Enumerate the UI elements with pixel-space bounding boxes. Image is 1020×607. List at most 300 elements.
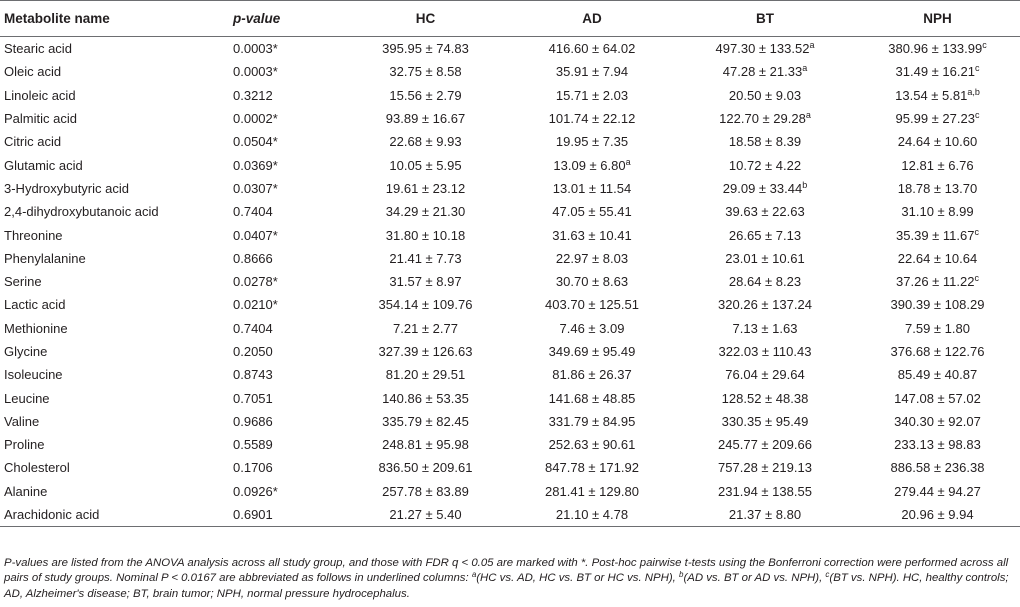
cell-p-value [227,503,342,527]
cell-nph [855,60,1020,83]
cell-p-value [227,153,342,176]
table-row [0,130,1020,153]
cell-nph [855,177,1020,200]
cell-ad-value: 331.79 ± 84.95 [548,413,636,429]
cell-ad-value: 31.63 ± 10.41 [552,227,632,243]
cell-p-value [227,433,342,456]
cell-p-value [227,410,342,433]
cell-metabolite-name [0,503,227,527]
cell-bt-value: 497.30 ± 133.52 [715,41,810,57]
cell-bt-value: 322.03 ± 110.43 [718,344,812,359]
cell-metabolite-name [0,60,227,83]
footnote-text-a: (HC vs. AD, HC vs. BT or HC vs. NPH), [476,572,679,585]
cell-hc-value: 248.81 ± 95.98 [382,437,469,453]
cell-p-value-value: 0.0210* [233,297,278,313]
cell-hc-value: 10.05 ± 5.95 [389,157,462,173]
cell-bt-value: 330.35 ± 95.49 [721,413,809,429]
cell-p-value [227,270,342,293]
cell-nph-value: 376.68 ± 122.76 [890,344,985,359]
cell-metabolite-name [0,223,227,246]
cell-metabolite-name-value: Lactic acid [4,297,66,313]
cell-ad [509,60,675,83]
cell-p-value-value: 0.0407* [233,227,278,243]
cell-nph [855,340,1020,363]
footnote-sup-a: a [471,570,477,580]
cell-metabolite-name-value: Cholesterol [4,460,70,476]
cell-metabolite-name [0,247,227,270]
cell-p-value [227,200,342,223]
cell-p-value-value: 0.0278* [233,274,278,290]
cell-metabolite-name [0,363,227,386]
header-metabolite-name: Metabolite name [0,1,227,37]
cell-nph [855,153,1020,176]
cell-nph-value: 390.39 ± 108.29 [890,297,985,313]
cell-hc-value: 21.41 ± 7.73 [389,250,462,266]
cell-metabolite-name [0,317,227,340]
cell-bt [675,247,855,270]
cell-ad [509,293,675,316]
cell-nph [855,317,1020,340]
cell-bt-value: 26.65 ± 7.13 [728,227,802,243]
cell-bt-value: 18.58 ± 8.39 [728,134,802,150]
cell-p-value-value: 0.0003* [233,64,278,80]
table-row [0,363,1020,386]
cell-nph-superscript: c [974,110,980,121]
cell-hc [342,223,509,246]
cell-p-value [227,340,342,363]
cell-p-value-value: 0.6901 [233,507,273,523]
cell-p-value [227,84,342,107]
cell-hc-value: 836.50 ± 209.61 [378,460,473,476]
cell-metabolite-name [0,130,227,153]
cell-bt-superscript: a [809,40,815,51]
table-row [0,37,1020,61]
cell-metabolite-name-value: Threonine [4,227,63,243]
cell-bt-value: 76.04 ± 29.64 [725,367,805,383]
cell-hc-value: 34.29 ± 21.30 [385,204,466,220]
cell-bt [675,456,855,479]
cell-hc-value: 32.75 ± 8.58 [389,64,462,80]
cell-p-value-value: 0.5589 [233,437,273,453]
cell-metabolite-name [0,340,227,363]
cell-nph [855,386,1020,409]
cell-hc [342,363,509,386]
cell-ad [509,247,675,270]
cell-bt [675,153,855,176]
header-ad: AD [509,1,675,37]
cell-nph [855,503,1020,527]
cell-bt-value: 21.37 ± 8.80 [728,507,802,523]
cell-bt-superscript: b [802,179,808,190]
cell-hc-value: 19.61 ± 23.12 [385,180,466,196]
table-row [0,153,1020,176]
cell-bt [675,480,855,503]
cell-hc [342,177,509,200]
cell-hc-value: 395.95 ± 74.83 [382,41,469,57]
cell-p-value-value: 0.7404 [233,320,273,336]
cell-hc [342,84,509,107]
cell-ad [509,223,675,246]
header-nph: NPH [855,1,1020,37]
cell-p-value-value: 0.2050 [233,344,273,359]
cell-hc [342,270,509,293]
cell-metabolite-name [0,177,227,200]
cell-bt [675,317,855,340]
cell-p-value [227,107,342,130]
cell-nph-value: 13.54 ± 5.81 [895,87,968,103]
cell-bt-value: 39.63 ± 22.63 [725,204,805,220]
cell-ad [509,433,675,456]
cell-nph-value: 18.78 ± 13.70 [897,180,978,196]
header-bt: BT [675,1,855,37]
cell-bt-value: 47.28 ± 21.33 [722,64,803,80]
cell-nph-superscript: c [974,273,979,284]
table-row [0,480,1020,503]
cell-p-value [227,293,342,316]
cell-metabolite-name-value: 3-Hydroxybutyric acid [4,180,129,196]
table-footnote [4,556,1016,602]
table-row [0,456,1020,479]
cell-bt-value: 757.28 ± 219.13 [718,460,812,476]
table-row [0,410,1020,433]
cell-ad-value: 13.01 ± 11.54 [552,180,632,196]
cell-nph [855,363,1020,386]
cell-nph [855,247,1020,270]
cell-hc-value: 354.14 ± 109.76 [378,297,473,313]
cell-ad [509,84,675,107]
footnote-text-b: (AD vs. BT or AD vs. NPH), [683,572,826,585]
cell-bt [675,293,855,316]
cell-bt [675,340,855,363]
table-row [0,223,1020,246]
cell-hc [342,247,509,270]
cell-nph-value: 340.30 ± 92.07 [894,413,981,429]
cell-hc [342,130,509,153]
cell-nph-superscript: c [982,40,987,51]
cell-ad [509,410,675,433]
cell-ad-value: 81.86 ± 26.37 [552,367,632,383]
cell-hc [342,340,509,363]
cell-nph [855,410,1020,433]
cell-bt-value: 28.64 ± 8.23 [728,274,802,290]
cell-hc-value: 140.86 ± 53.35 [382,390,469,406]
cell-metabolite-name-value: Arachidonic acid [4,507,100,523]
cell-metabolite-name-value: Citric acid [4,134,62,150]
cell-metabolite-name [0,410,227,433]
cell-p-value [227,130,342,153]
cell-ad-value: 403.70 ± 125.51 [545,297,639,313]
cell-hc [342,433,509,456]
cell-metabolite-name [0,480,227,503]
cell-bt-value: 10.72 ± 4.22 [728,157,802,173]
cell-nph [855,130,1020,153]
cell-metabolite-name [0,200,227,223]
cell-ad [509,130,675,153]
cell-nph [855,293,1020,316]
cell-ad [509,107,675,130]
cell-p-value [227,60,342,83]
cell-p-value [227,456,342,479]
cell-p-value-value: 0.7404 [233,204,273,220]
cell-nph-value: 233.13 ± 98.83 [894,437,981,453]
cell-bt-superscript: a [805,110,811,121]
cell-ad [509,153,675,176]
cell-p-value [227,223,342,246]
cell-bt-value: 23.01 ± 10.61 [725,250,805,266]
cell-nph-superscript: c [974,63,980,74]
cell-ad-value: 47.05 ± 55.41 [552,204,632,220]
cell-metabolite-name-value: Glycine [4,344,48,359]
table-row [0,433,1020,456]
cell-nph-value: 147.08 ± 57.02 [894,390,981,406]
cell-metabolite-name-value: Palmitic acid [4,111,77,127]
cell-p-value-value: 0.8666 [233,250,273,266]
cell-metabolite-name [0,84,227,107]
cell-nph [855,223,1020,246]
cell-ad-value: 252.63 ± 90.61 [548,437,636,453]
cell-ad [509,37,675,61]
cell-metabolite-name-value: Valine [4,413,40,429]
cell-hc [342,293,509,316]
cell-hc-value: 335.79 ± 82.45 [382,413,469,429]
cell-bt [675,386,855,409]
cell-bt-value: 122.70 ± 29.28 [719,111,806,127]
cell-hc [342,386,509,409]
cell-p-value-value: 0.7051 [233,390,273,406]
cell-hc-value: 22.68 ± 9.93 [389,134,462,150]
cell-metabolite-name-value: Isoleucine [4,367,63,383]
cell-ad [509,270,675,293]
cell-hc [342,456,509,479]
cell-bt [675,84,855,107]
cell-ad-superscript: a [625,156,631,167]
cell-nph-value: 279.44 ± 94.27 [894,483,981,499]
cell-hc [342,200,509,223]
cell-metabolite-name-value: Leucine [4,390,50,406]
cell-nph-superscript: c [974,226,979,237]
cell-nph-value: 22.64 ± 10.64 [897,250,978,266]
cell-p-value-value: 0.0504* [233,134,278,150]
cell-ad-value: 19.95 ± 7.35 [555,134,629,150]
cell-metabolite-name [0,293,227,316]
cell-p-value [227,247,342,270]
cell-ad-value: 141.68 ± 48.85 [548,390,636,406]
table-row [0,177,1020,200]
cell-hc-value: 327.39 ± 126.63 [378,344,473,359]
cell-hc [342,153,509,176]
cell-p-value-value: 0.0002* [233,111,278,127]
cell-ad-value: 13.09 ± 6.80 [553,157,626,173]
cell-p-value-value: 0.1706 [233,460,273,476]
cell-hc-value: 257.78 ± 83.89 [382,483,469,499]
cell-ad [509,503,675,527]
cell-metabolite-name-value: Oleic acid [4,64,62,80]
cell-nph-value: 7.59 ± 1.80 [905,320,970,336]
cell-ad-value: 22.97 ± 8.03 [555,250,629,266]
table-row [0,503,1020,527]
cell-ad [509,317,675,340]
cell-ad [509,386,675,409]
cell-bt [675,200,855,223]
table-row [0,293,1020,316]
cell-p-value-value: 0.0369* [233,157,278,173]
table-row [0,270,1020,293]
cell-bt-value: 245.77 ± 209.66 [718,437,812,453]
cell-bt-superscript: a [802,63,808,74]
cell-ad-value: 281.41 ± 129.80 [545,483,639,499]
cell-ad-value: 30.70 ± 8.63 [555,274,629,290]
cell-nph [855,37,1020,61]
cell-metabolite-name-value: 2,4-dihydroxybutanoic acid [4,204,159,220]
cell-nph-value: 85.49 ± 40.87 [897,367,978,383]
cell-nph-value: 20.96 ± 9.94 [901,507,974,523]
cell-hc-value: 81.20 ± 29.51 [385,367,466,383]
cell-nph-value: 37.26 ± 11.22 [896,274,975,290]
cell-hc-value: 31.80 ± 10.18 [385,227,466,243]
cell-bt [675,270,855,293]
cell-metabolite-name-value: Stearic acid [4,41,72,57]
cell-bt [675,60,855,83]
table-row [0,386,1020,409]
cell-p-value-value: 0.9686 [233,413,273,429]
cell-ad [509,340,675,363]
cell-metabolite-name-value: Methionine [4,320,68,336]
cell-nph [855,480,1020,503]
cell-hc-value: 21.27 ± 5.40 [389,507,462,523]
header-p-value: p-value [227,1,342,37]
cell-p-value [227,386,342,409]
cell-p-value [227,37,342,61]
cell-ad-value: 15.71 ± 2.03 [555,87,629,103]
cell-bt [675,37,855,61]
table-row [0,84,1020,107]
cell-metabolite-name [0,386,227,409]
cell-nph-value: 31.49 ± 16.21 [895,64,975,80]
cell-nph-value: 35.39 ± 11.67 [896,227,975,243]
cell-ad [509,200,675,223]
cell-ad [509,456,675,479]
cell-hc [342,107,509,130]
cell-nph [855,200,1020,223]
footnote-sup-b: b [678,570,684,580]
cell-metabolite-name-value: Glutamic acid [4,157,83,173]
footnote-sup-c: c [825,570,830,580]
cell-metabolite-name-value: Serine [4,274,42,290]
footnote-text-c: (BT vs. NPH). HC, healthy controls; AD, Alzheimer's disease; BT, brain tumor; NPH, normal pressure hydrocephalus. [4,572,1009,600]
table-row [0,200,1020,223]
cell-bt-value: 320.26 ± 137.24 [718,297,812,313]
cell-metabolite-name [0,107,227,130]
cell-nph-superscript: a,b [967,86,980,97]
cell-bt-value: 29.09 ± 33.44 [722,180,803,196]
cell-ad-value: 349.69 ± 95.49 [548,344,636,359]
cell-hc [342,503,509,527]
cell-bt [675,130,855,153]
cell-nph [855,456,1020,479]
cell-ad [509,363,675,386]
cell-metabolite-name-value: Proline [4,437,45,453]
cell-nph [855,84,1020,107]
cell-hc [342,60,509,83]
cell-metabolite-name [0,456,227,479]
cell-bt-value: 128.52 ± 48.38 [721,390,809,406]
cell-hc-value: 31.57 ± 8.97 [389,274,462,290]
cell-bt [675,177,855,200]
cell-ad-value: 7.46 ± 3.09 [559,320,625,336]
table-row [0,107,1020,130]
cell-nph-value: 886.58 ± 236.38 [890,460,985,476]
footnote-text: P-values are listed from the ANOVA analysis across all study group, and those with FDR q < 0.05 are marked with *. Post-hoc pairwise t-tests using the Bonferroni correction were performed across all pairs of study groups. Nominal P < 0.0167 are abbreviated as follows in underlined columns: [4,557,1009,585]
cell-nph [855,107,1020,130]
cell-hc [342,37,509,61]
cell-p-value-value: 0.0003* [233,41,278,57]
header-hc: HC [342,1,509,37]
cell-hc-value: 15.56 ± 2.79 [389,87,462,103]
cell-ad-value: 416.60 ± 64.02 [548,41,636,57]
table-row [0,340,1020,363]
cell-nph [855,270,1020,293]
cell-metabolite-name [0,153,227,176]
cell-p-value-value: 0.0307* [233,180,278,196]
cell-hc [342,480,509,503]
cell-metabolite-name [0,37,227,61]
cell-ad [509,480,675,503]
table-header [0,1,1020,37]
cell-metabolite-name [0,433,227,456]
cell-nph-value: 380.96 ± 133.99 [888,41,983,57]
cell-metabolite-name-value: Linoleic acid [4,87,76,103]
cell-nph-value: 24.64 ± 10.60 [897,134,978,150]
cell-p-value [227,317,342,340]
cell-bt-value: 231.94 ± 138.55 [718,483,812,499]
cell-nph-value: 12.81 ± 6.76 [901,157,974,173]
cell-bt-value: 7.13 ± 1.63 [732,320,798,336]
cell-hc [342,317,509,340]
cell-p-value [227,480,342,503]
cell-metabolite-name-value: Alanine [4,483,48,499]
cell-p-value-value: 0.3212 [233,87,273,103]
cell-bt [675,107,855,130]
cell-ad-value: 101.74 ± 22.12 [548,111,636,127]
cell-bt-value: 20.50 ± 9.03 [728,87,802,103]
cell-ad-value: 21.10 ± 4.78 [555,507,629,523]
cell-p-value-value: 0.8743 [233,367,273,383]
cell-metabolite-name-value: Phenylalanine [4,250,86,266]
cell-bt [675,363,855,386]
cell-p-value [227,177,342,200]
table-row [0,317,1020,340]
cell-bt [675,433,855,456]
cell-bt [675,503,855,527]
cell-hc-value: 93.89 ± 16.67 [385,111,466,127]
cell-bt [675,410,855,433]
table-row [0,60,1020,83]
cell-nph-value: 31.10 ± 8.99 [901,204,974,220]
cell-hc [342,410,509,433]
cell-ad [509,177,675,200]
cell-ad-value: 847.78 ± 171.92 [545,460,639,476]
cell-p-value [227,363,342,386]
header-row [0,1,1020,37]
cell-hc-value: 7.21 ± 2.77 [393,320,458,336]
cell-nph [855,433,1020,456]
table-body [0,37,1020,527]
cell-nph-value: 95.99 ± 27.23 [895,111,975,127]
cell-metabolite-name [0,270,227,293]
cell-ad-value: 35.91 ± 7.94 [555,64,629,80]
cell-p-value-value: 0.0926* [233,483,278,499]
table-row [0,247,1020,270]
